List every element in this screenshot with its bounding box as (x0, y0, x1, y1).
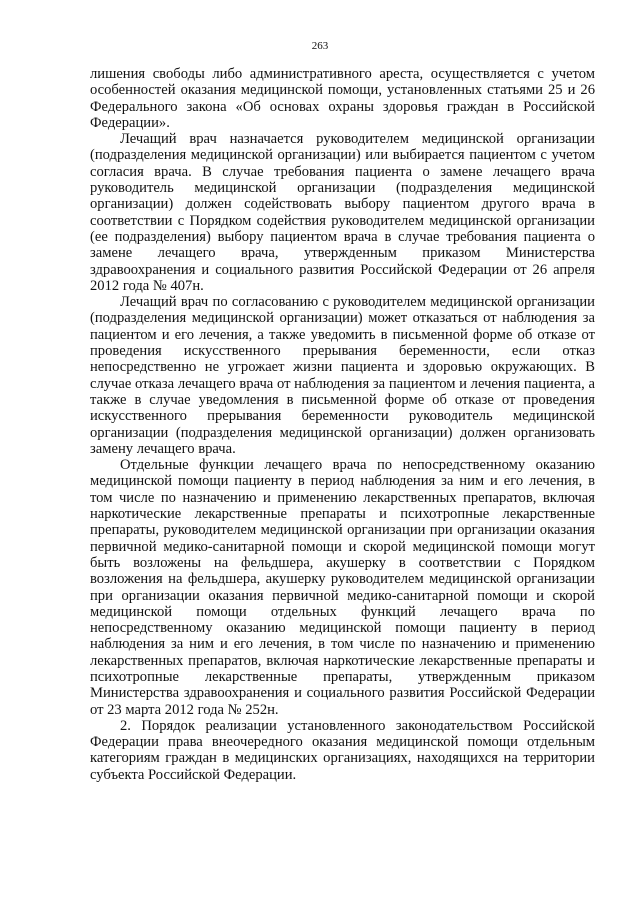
paragraph-continued: лишения свободы либо административного ареста, осуществляется с учетом особенностей оказания медицинской помощи, установленных статьями 25 и 26 Федерального закона «Об основах охраны здоровья граждан в Российской Федерации». (90, 66, 595, 131)
page-number: 263 (311, 40, 329, 52)
document-body (90, 66, 595, 783)
paragraph-physician-refusal: Лечащий врач по согласованию с руководителем медицинской организации (подразделения медицинской организации) может отказаться от наблюдения за пациентом и его лечения, а также уведомить в письменной форме об отказе от проведения искусственного прерывания беременности, если отказ непосредственно не угрожает жизни пациента и здоровью окружающих. В случае отказа лечащего врача от наблюдения за пациентом и лечения пациента, а также в случае уведомления в письменной форме об отказе от проведения искусственного прерывания беременности руководитель медицинской организации (подразделения медицинской организации) должен организовать замену лечащего врача. (90, 294, 595, 457)
paragraph-attending-physician-assignment: Лечащий врач назначается руководителем медицинской организации (подразделения медицинской организации) или выбирается пациентом с учетом согласия врача. В случае требования пациента о замене лечащего врача руководитель медицинской организации (подразделения медицинской организации) должен содействовать выбору пациентом другого врача в соответствии с Порядком содействия руководителем медицинской организации (ее подразделения) выбору пациентом врача в случае требования пациента о замене лечащего врача, утвержденным приказом Министерства здравоохранения и социального развития Российской Федерации от 26 апреля 2012 года № 407н. (90, 131, 595, 294)
paragraph-priority-care-order: 2. Порядок реализации установленного законодательством Российской Федерации права внеочередного оказания медицинской помощи отдельным категориям граждан в медицинских организациях, находящихся на территории субъекта Российской Федерации. (90, 717, 595, 783)
paragraph-delegated-functions: Отдельные функции лечащего врача по непосредственному оказанию медицинской помощи пациенту в период наблюдения за ним и его лечения, в том числе по назначению и применению лекарственных препаратов, включая наркотические лекарственные препараты и психотропные лекарственные препараты, руководителем медицинской организации при организации оказания первичной медико-санитарной помощи и скорой медицинской помощи могут быть возложены на фельдшера, акушерку в соответствии с Порядком возложения на фельдшера, акушерку руководителем медицинской организации при организации оказания первичной медико-санитарной помощи и скорой медицинской помощи отдельных функций лечащего врача по непосредственному оказанию медицинской помощи пациенту в период наблюдения за ним и его лечения, в том числе по назначению и применению лекарственных препаратов, включая наркотические лекарственные препараты и психотропные лекарственные препараты, утвержденным приказом Министерства здравоохранения и социального развития Российской Федерации от 23 марта 2012 года № 252н. (90, 457, 595, 718)
